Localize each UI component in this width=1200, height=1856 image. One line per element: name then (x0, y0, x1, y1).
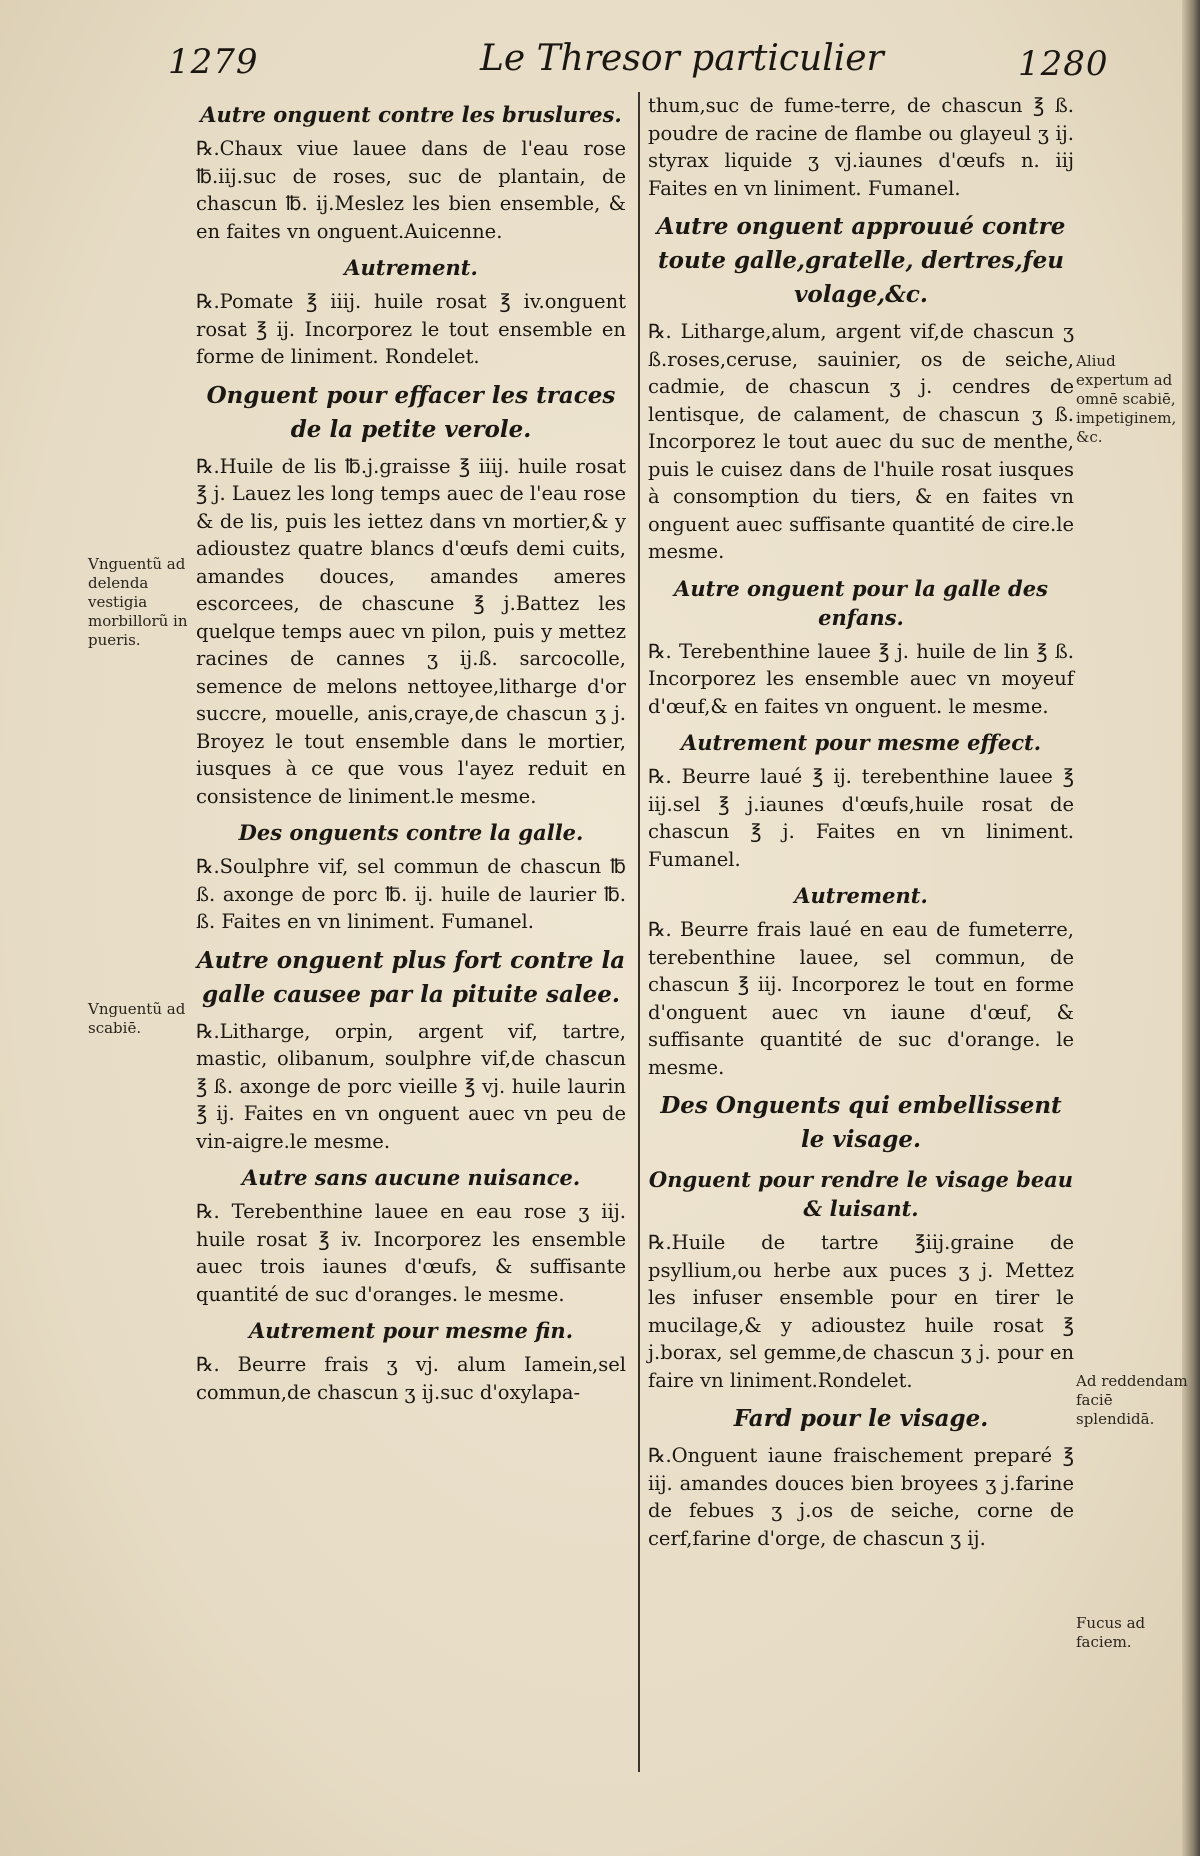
section-body: ℞.Huile de lis ℔.j.graisse ℥ iiij. huile rosat ℥ j. Lauez les long temps auec de l'eau rose & de lis, puis les iettez dans vn mortier,& y adioustez quatre blancs d'œufs demi cuits, amandes douces, amandes ameres escorcees, de chascune ℥ j.Battez les quelque temps auec vn pilon, puis y mettez racines de cannes ʒ ij.ß. sarcocolle, semence de melons nettoyee,litharge d'or succre, mouelle, anis,craye,de chascun ʒ j. Broyez le tout ensemble dans le mortier, iusques à ce que vous l'ayez reduit en consistence de liniment.le mesme. (196, 454, 626, 808)
section-enfans (648, 574, 1074, 721)
section-heading: Fard pour le visage. (733, 1405, 989, 1432)
section-body: ℞.Litharge, orpin, argent vif, tartre, mastic, olibanum, soulphre vif,de chascun ℥ ß. axonge de porc vieille ℥ vj. huile laurin ℥ ij. Faites en vn onguent auec vn peu de vin-aigre.le mesme. (196, 1019, 626, 1153)
section-autrement-2 (648, 881, 1074, 1081)
section-galle-pituite (196, 944, 626, 1156)
section-heading: Onguent pour effacer les traces de la petite verole. (206, 381, 616, 443)
section-heading: Autrement. (344, 255, 478, 280)
section-heading: Autre onguent approuué contre toute galle,gratelle, dertres,feu volage,&c. (656, 213, 1066, 308)
section-heading: Autre onguent contre les bruslures. (200, 102, 622, 127)
section-body: ℞.Onguent iaune fraischement preparé ℥ iij. amandes douces bien broyees ʒ j.farine de febues ʒ j.os de seiche, corne de cerf,farine d'orge, de chascun ʒ ij. (648, 1444, 1074, 1550)
section-body: ℞.Chaux viue lauee dans de l'eau rose ℔.iij.suc de roses, suc de plantain, de chascun ℔. ij.Meslez les bien ensemble, & en faites vn onguent.Auicenne. (196, 137, 626, 243)
section-mesme-fin (196, 1316, 626, 1406)
section-bruslures (196, 100, 626, 245)
section-heading: Autrement pour mesme fin. (248, 1318, 574, 1343)
left-column (196, 92, 626, 1410)
section-heading: Autre sans aucune nuisance. (241, 1165, 581, 1190)
margin-note-verole: Vnguentũ ad delenda vestigia morbillorũ in pueris. (88, 555, 188, 649)
section-heading: Onguent pour rendre le visage beau & luisant. (648, 1167, 1074, 1221)
section-body: ℞. Beurre frais laué en eau de fumeterre, terebenthine lauee, sel commun, de chascun ℥ iij. Incorporez le tout en forme d'onguent auec vn iaune d'œuf, & suffisante quantité de suc d'orange. le mesme. (648, 918, 1074, 1079)
section-visage-beau (648, 1165, 1074, 1394)
section-heading: Des onguents contre la galle. (238, 820, 584, 845)
section-fard (648, 1402, 1074, 1552)
section-approuue (648, 210, 1074, 566)
section-continuation (648, 92, 1074, 202)
section-body: ℞. Beurre laué ℥ ij. terebenthine lauee ℥ iij.sel ℥ j.iaunes d'œufs,huile rosat de chascun ℥ j. Faites en vn liniment. Fumanel. (648, 765, 1074, 871)
section-body: ℞.Pomate ℥ iiij. huile rosat ℥ iv.onguent rosat ℥ ij. Incorporez le tout ensemble en forme de liniment. Rondelet. (196, 290, 626, 368)
section-sans-nuisance (196, 1163, 626, 1308)
column-divider (638, 92, 640, 1772)
section-petite-verole (196, 379, 626, 811)
page-edge-shadow (1182, 0, 1200, 1856)
section-body: thum,suc de fume-terre, de chascun ℥ ß. poudre de racine de flambe ou glayeul ʒ ij. styrax liquide ʒ vj.iaunes d'œufs n. iij Faites en vn liniment. Fumanel. (648, 94, 1074, 200)
section-body: ℞. Beurre frais ʒ vj. alum Iamein,sel commun,de chascun ʒ ij.suc d'oxylapa- (196, 1353, 626, 1404)
running-title: Le Thresor particulier (480, 38, 884, 79)
margin-note-expertum: Aliud expertum ad omnē scabiē, impetiginem, &c. (1076, 352, 1177, 446)
section-heading: Des Onguents qui embellissent le visage. (660, 1092, 1062, 1153)
margin-note-scabie: Vnguentũ ad scabiē. (88, 1000, 186, 1037)
section-body: ℞.Soulphre vif, sel commun de chascun ℔ ß. axonge de porc ℔. ij. huile de laurier ℔. ß. Faites en vn liniment. Fumanel. (196, 855, 626, 933)
section-body: ℞. Litharge,alum, argent vif,de chascun ʒ ß.roses,ceruse, sauinier, os de seiche, cadmie, de chascun ʒ j. cendres de lentisque, de calament, de chascun ʒ ß. Incorporez le tout auec du suc de menthe, puis le cuisez dans de l'huile rosat iusques à consomption du tiers, & en faites vn onguent auec suffisante quantité de cire.le mesme. (648, 320, 1074, 563)
margin-note-fucus: Fucus ad faciem. (1076, 1614, 1146, 1651)
section-galle (196, 818, 626, 936)
section-heading: Autrement pour mesme effect. (680, 730, 1042, 755)
section-heading: Autre onguent plus fort contre la galle causee par la pituite salee. (196, 946, 626, 1008)
section-heading: Autre onguent pour la galle des enfans. (674, 575, 1048, 630)
page-number-right: 1280 (1018, 44, 1109, 84)
margin-note-splendida: Ad reddendam faciē splendidā. (1076, 1372, 1188, 1428)
section-mesme-effect (648, 728, 1074, 873)
section-body: ℞.Huile de tartre ℥iij.graine de psyllium,ou herbe aux puces ʒ j. Mettez les infuser ensemble pour en tirer le mucilage,& y adioustez huile rosat ℥ j.borax, sel gemme,de chascun ʒ j. pour en faire vn liniment.Rondelet. (648, 1231, 1074, 1392)
section-heading: Autrement. (794, 883, 928, 908)
section-body: ℞. Terebenthine lauee ℥ j. huile de lin ℥ ß. Incorporez les ensemble auec vn moyeuf d'œuf,& en faites vn onguent. le mesme. (648, 639, 1074, 718)
page-number-left: 1279 (168, 42, 259, 82)
section-body: ℞. Terebenthine lauee en eau rose ʒ iij. huile rosat ℥ iv. Incorporez les ensemble auec trois iaunes d'œufs, & suffisante quantité de suc d'oranges. le mesme. (196, 1200, 626, 1306)
section-embellissent (648, 1089, 1074, 1157)
right-column (648, 92, 1074, 1556)
section-autrement-1 (196, 253, 626, 371)
